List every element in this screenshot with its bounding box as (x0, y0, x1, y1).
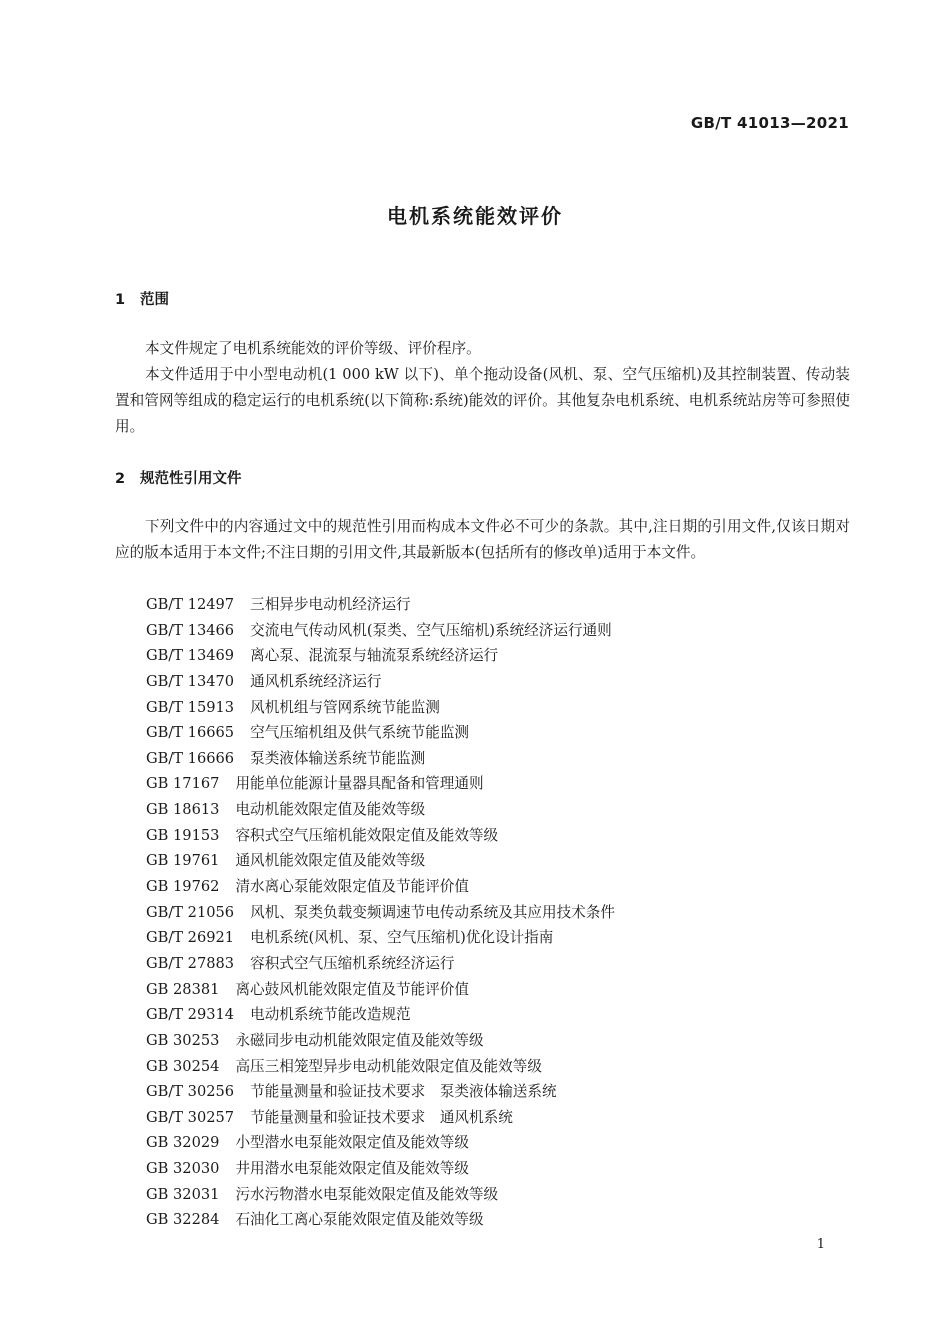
section-title: 范围 (140, 292, 169, 308)
reference-title: 污水污物潜水电泵能效限定值及能效等级 (235, 1185, 499, 1203)
paragraph: 本文件适用于中小型电动机(1 000 kW 以下)、单个拖动设备(风机、泵、空气压缩机)及其控制装置、传动装置和管网等组成的稳定运行的电机系统(以下简称:系统)能效的评价。其他复杂电机系统、电机系统站房等可参照使用。 (115, 366, 850, 435)
reference-item (146, 618, 615, 644)
reference-title: 电动机系统节能改造规范 (250, 1006, 411, 1024)
reference-item (146, 1002, 615, 1028)
reference-code: GB/T 15913 (146, 698, 235, 716)
reference-item (146, 643, 615, 669)
reference-item (146, 669, 615, 695)
reference-item (146, 874, 615, 900)
document-title: 电机系统能效评价 (387, 204, 563, 228)
reference-item (146, 951, 615, 977)
reference-code: GB 19153 (146, 826, 220, 844)
section-1-heading (115, 288, 169, 309)
reference-title: 电机系统(风机、泵、空气压缩机)优化设计指南 (250, 929, 554, 947)
reference-code: GB/T 16666 (146, 749, 235, 767)
reference-code: GB 19761 (146, 852, 220, 870)
reference-item (146, 1182, 615, 1208)
reference-code: GB/T 26921 (146, 929, 235, 947)
reference-code: GB/T 13466 (146, 621, 235, 639)
reference-title: 井用潜水电泵能效限定值及能效等级 (235, 1160, 469, 1178)
reference-code: GB 32030 (146, 1160, 220, 1178)
section-title: 规范性引用文件 (140, 471, 242, 487)
reference-code: GB 19762 (146, 878, 220, 896)
reference-item (146, 977, 615, 1003)
standard-number: GB/T 41013—2021 (690, 114, 849, 132)
reference-item (146, 1054, 615, 1080)
reference-item (146, 797, 615, 823)
reference-title: 电动机能效限定值及能效等级 (235, 801, 426, 819)
reference-code: GB 32029 (146, 1134, 220, 1152)
normative-references-list (146, 592, 615, 1233)
reference-item (146, 848, 615, 874)
reference-code: GB/T 29314 (146, 1006, 235, 1024)
reference-title: 离心泵、混流泵与轴流泵系统经济运行 (250, 647, 499, 665)
reference-item (146, 823, 615, 849)
reference-item (146, 900, 615, 926)
reference-title: 清水离心泵能效限定值及节能评价值 (235, 878, 469, 896)
reference-code: GB 28381 (146, 980, 220, 998)
reference-title: 风机、泵类负载变频调速节电传动系统及其应用技术条件 (250, 903, 615, 921)
reference-title: 三相异步电动机经济运行 (250, 596, 411, 613)
reference-code: GB/T 16665 (146, 724, 235, 742)
section-2-heading (115, 467, 242, 488)
reference-title: 泵类液体输送系统节能监测 (250, 749, 426, 767)
reference-title: 石油化工离心泵能效限定值及能效等级 (235, 1211, 484, 1229)
reference-title: 容积式空气压缩机能效限定值及能效等级 (235, 826, 499, 844)
reference-item (146, 1156, 615, 1182)
reference-code: GB 32031 (146, 1185, 220, 1203)
reference-item (146, 695, 615, 721)
reference-title: 空气压缩机组及供气系统节能监测 (250, 724, 470, 742)
reference-item (146, 771, 615, 797)
reference-item (146, 746, 615, 772)
reference-title: 节能量测量和验证技术要求 泵类液体输送系统 (250, 1083, 557, 1101)
reference-item (146, 1028, 615, 1054)
reference-title: 高压三相笼型异步电动机能效限定值及能效等级 (235, 1057, 542, 1075)
reference-item (146, 1079, 615, 1105)
reference-code: GB/T 27883 (146, 954, 235, 972)
reference-title: 小型潜水电泵能效限定值及能效等级 (235, 1134, 469, 1152)
reference-item (146, 925, 615, 951)
reference-item (146, 1207, 615, 1233)
page-number: 1 (816, 1237, 825, 1252)
reference-title: 用能单位能源计量器具配备和管理通则 (235, 775, 484, 793)
reference-code: GB/T 21056 (146, 903, 235, 921)
reference-code: GB 32284 (146, 1211, 220, 1229)
reference-title: 永磁同步电动机能效限定值及能效等级 (235, 1031, 484, 1049)
reference-title: 交流电气传动风机(泵类、空气压缩机)系统经济运行通则 (250, 621, 612, 639)
reference-item (146, 720, 615, 746)
reference-title: 节能量测量和验证技术要求 通风机系统 (250, 1108, 513, 1126)
reference-title: 风机机组与管网系统节能监测 (250, 698, 440, 716)
reference-code: GB 17167 (146, 775, 220, 793)
paragraph: 本文件规定了电机系统能效的评价等级、评价程序。 (145, 340, 481, 357)
reference-code: GB 30253 (146, 1031, 220, 1049)
reference-code: GB/T 30257 (146, 1108, 235, 1126)
section-number: 2 (115, 471, 126, 487)
reference-item (146, 1130, 615, 1156)
reference-code: GB/T 13470 (146, 672, 235, 690)
reference-code: GB 30254 (146, 1057, 220, 1075)
section-number: 1 (115, 292, 126, 308)
reference-code: GB/T 12497 (146, 596, 235, 613)
reference-title: 通风机系统经济运行 (250, 672, 382, 690)
reference-title: 离心鼓风机能效限定值及节能评价值 (235, 980, 469, 998)
reference-code: GB/T 30256 (146, 1083, 235, 1101)
reference-title: 通风机能效限定值及能效等级 (235, 852, 426, 870)
reference-code: GB/T 13469 (146, 647, 235, 665)
reference-item (146, 1105, 615, 1131)
reference-code: GB 18613 (146, 801, 220, 819)
reference-title: 容积式空气压缩机系统经济运行 (250, 954, 455, 972)
paragraph: 下列文件中的内容通过文中的规范性引用而构成本文件必不可少的条款。其中,注日期的引用文件,仅该日期对应的版本适用于本文件;不注日期的引用文件,其最新版本(包括所有的修改单)适用于本文件。 (115, 518, 850, 561)
reference-item (146, 592, 615, 618)
